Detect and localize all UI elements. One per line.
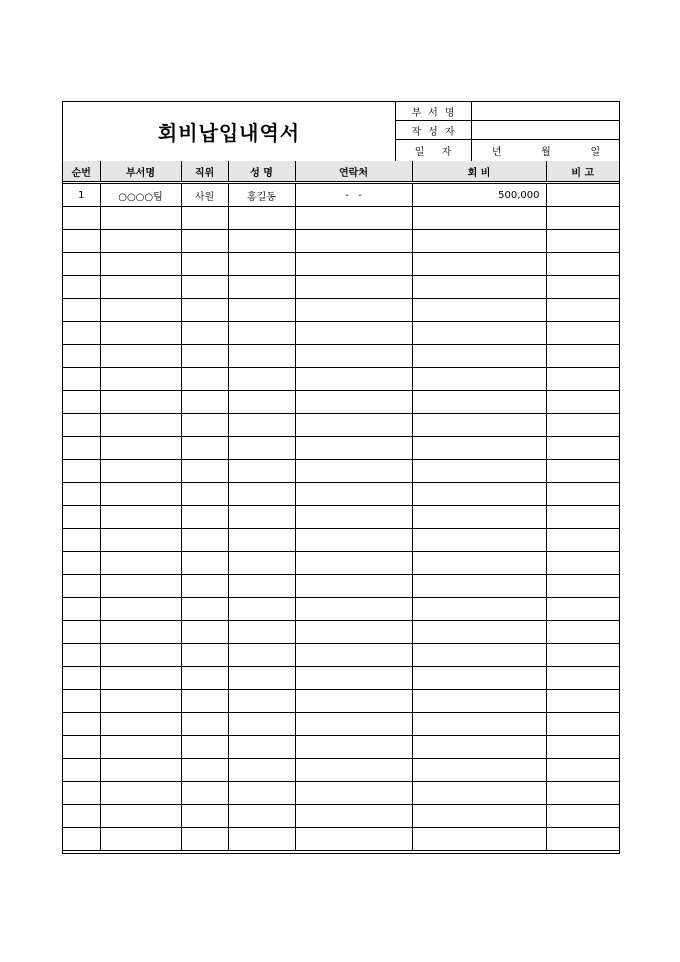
table-cell-name[interactable] — [228, 552, 295, 575]
table-cell-department[interactable] — [100, 552, 181, 575]
table-cell-note[interactable] — [546, 621, 619, 644]
table-cell-contact[interactable] — [295, 391, 412, 414]
table-cell-fee[interactable] — [412, 667, 546, 690]
table-cell-contact[interactable] — [295, 483, 412, 506]
table-cell-note[interactable] — [546, 345, 619, 368]
table-row — [63, 414, 619, 437]
table-cell-contact[interactable] — [295, 414, 412, 437]
table-cell-name[interactable] — [228, 828, 295, 851]
table-row — [63, 207, 619, 230]
table-cell-contact[interactable] — [295, 644, 412, 667]
table-cell-note[interactable] — [546, 644, 619, 667]
table-cell-department[interactable] — [100, 690, 181, 713]
table-cell-department[interactable] — [100, 368, 181, 391]
table-cell-department[interactable] — [100, 805, 181, 828]
table-cell-note[interactable] — [546, 828, 619, 851]
table-cell-department[interactable] — [100, 782, 181, 805]
table-cell-name[interactable]: 홍길동 — [228, 183, 295, 207]
table-cell-note[interactable] — [546, 529, 619, 552]
table-cell-number[interactable] — [63, 207, 100, 230]
table-cell-note[interactable] — [546, 437, 619, 460]
table-cell-name[interactable] — [228, 805, 295, 828]
table-cell-name[interactable] — [228, 437, 295, 460]
table-row — [63, 621, 619, 644]
table-cell-name[interactable] — [228, 690, 295, 713]
table-cell-fee[interactable] — [412, 345, 546, 368]
table-cell-name[interactable] — [228, 345, 295, 368]
table-cell-position[interactable] — [181, 391, 228, 414]
table-cell-fee[interactable] — [412, 391, 546, 414]
table-row — [63, 230, 619, 253]
table-cell-position[interactable]: 사원 — [181, 183, 228, 207]
table-cell-number[interactable] — [63, 782, 100, 805]
column-header: 연락처 — [295, 161, 412, 183]
table-cell-number[interactable] — [63, 414, 100, 437]
table-cell-number[interactable] — [63, 253, 100, 276]
table-cell-name[interactable] — [228, 322, 295, 345]
table-cell-position[interactable] — [181, 598, 228, 621]
meta-row-department — [396, 102, 620, 121]
table-row — [63, 276, 619, 299]
column-header: 부서명 — [100, 161, 181, 183]
table-row — [63, 437, 619, 460]
meta-value-author[interactable] — [472, 121, 620, 139]
table-cell-contact[interactable] — [295, 276, 412, 299]
column-header: 순번 — [63, 161, 100, 183]
table-cell-note[interactable] — [546, 667, 619, 690]
table-cell-note[interactable] — [546, 230, 619, 253]
table-cell-note[interactable] — [546, 759, 619, 782]
table-cell-contact[interactable] — [295, 575, 412, 598]
table-cell-position[interactable] — [181, 345, 228, 368]
table-cell-department[interactable] — [100, 828, 181, 851]
table-cell-contact[interactable] — [295, 667, 412, 690]
table-cell-name[interactable] — [228, 391, 295, 414]
payment-form — [62, 101, 620, 854]
date-year-label: 년 — [491, 147, 502, 158]
table-cell-position[interactable] — [181, 667, 228, 690]
table-cell-note[interactable] — [546, 552, 619, 575]
table-cell-position[interactable] — [181, 713, 228, 736]
table-cell-number[interactable] — [63, 322, 100, 345]
table-cell-department[interactable] — [100, 253, 181, 276]
table-cell-number[interactable] — [63, 437, 100, 460]
table-row — [63, 299, 619, 322]
table-cell-fee[interactable] — [412, 276, 546, 299]
table-cell-contact[interactable] — [295, 345, 412, 368]
table-cell-name[interactable] — [228, 598, 295, 621]
table-row — [63, 529, 619, 552]
table-cell-fee[interactable] — [412, 483, 546, 506]
table-cell-fee[interactable] — [412, 230, 546, 253]
table-cell-note[interactable] — [546, 414, 619, 437]
table-cell-note[interactable] — [546, 506, 619, 529]
form-title: 회비납입내역서 — [63, 102, 396, 161]
table-cell-note[interactable] — [546, 736, 619, 759]
table-cell-name[interactable] — [228, 207, 295, 230]
meta-label-author: 작성자 — [396, 121, 472, 139]
table-cell-position[interactable] — [181, 552, 228, 575]
table-cell-note[interactable] — [546, 299, 619, 322]
table-cell-note[interactable] — [546, 575, 619, 598]
table-cell-fee[interactable] — [412, 782, 546, 805]
table-cell-name[interactable] — [228, 460, 295, 483]
table-cell-department[interactable] — [100, 414, 181, 437]
table-cell-number[interactable] — [63, 391, 100, 414]
table-cell-department[interactable] — [100, 276, 181, 299]
table-cell-name[interactable] — [228, 529, 295, 552]
table-cell-position[interactable] — [181, 782, 228, 805]
table-cell-fee[interactable] — [412, 621, 546, 644]
table-cell-contact[interactable] — [295, 805, 412, 828]
table-cell-name[interactable] — [228, 667, 295, 690]
table-row — [63, 644, 619, 667]
table-cell-note[interactable] — [546, 253, 619, 276]
table-cell-department[interactable] — [100, 759, 181, 782]
table-cell-number[interactable] — [63, 736, 100, 759]
date-month-label: 월 — [541, 147, 551, 158]
table-cell-number[interactable] — [63, 621, 100, 644]
table-cell-position[interactable] — [181, 690, 228, 713]
table-cell-contact[interactable] — [295, 506, 412, 529]
table-row — [63, 782, 619, 805]
table-cell-position[interactable] — [181, 253, 228, 276]
table-cell-position[interactable] — [181, 736, 228, 759]
table-cell-fee[interactable] — [412, 736, 546, 759]
table-cell-contact[interactable] — [295, 437, 412, 460]
table-cell-department[interactable] — [100, 575, 181, 598]
table-row — [63, 345, 619, 368]
table-cell-department[interactable] — [100, 207, 181, 230]
table-cell-fee[interactable] — [412, 644, 546, 667]
table-cell-contact[interactable] — [295, 736, 412, 759]
table-cell-number[interactable] — [63, 805, 100, 828]
table-cell-position[interactable] — [181, 828, 228, 851]
table-cell-position[interactable] — [181, 575, 228, 598]
table-cell-fee[interactable] — [412, 828, 546, 851]
table-cell-department[interactable] — [100, 598, 181, 621]
table-cell-fee[interactable] — [412, 575, 546, 598]
table-cell-note[interactable] — [546, 598, 619, 621]
table-cell-name[interactable] — [228, 299, 295, 322]
table-cell-position[interactable] — [181, 805, 228, 828]
table-cell-number[interactable] — [63, 552, 100, 575]
table-cell-name[interactable] — [228, 253, 295, 276]
table-cell-number[interactable] — [63, 345, 100, 368]
table-cell-department[interactable] — [100, 345, 181, 368]
table-cell-fee[interactable] — [412, 368, 546, 391]
table-cell-name[interactable] — [228, 276, 295, 299]
table-cell-department[interactable] — [100, 506, 181, 529]
table-cell-department[interactable] — [100, 460, 181, 483]
table-cell-note[interactable] — [546, 460, 619, 483]
column-header: 회 비 — [412, 161, 546, 183]
table-cell-position[interactable] — [181, 460, 228, 483]
table-cell-position[interactable] — [181, 759, 228, 782]
table-cell-fee[interactable] — [412, 322, 546, 345]
table-cell-number[interactable]: 1 — [63, 183, 100, 207]
table-cell-contact[interactable] — [295, 598, 412, 621]
table-row — [63, 460, 619, 483]
table-cell-department[interactable] — [100, 736, 181, 759]
table-cell-number[interactable] — [63, 506, 100, 529]
table-cell-contact[interactable] — [295, 299, 412, 322]
table-cell-name[interactable] — [228, 368, 295, 391]
table-row — [63, 759, 619, 782]
table-cell-position[interactable] — [181, 621, 228, 644]
table-row — [63, 322, 619, 345]
table-cell-department[interactable] — [100, 299, 181, 322]
table-cell-note[interactable] — [546, 322, 619, 345]
table-cell-number[interactable] — [63, 276, 100, 299]
table-row — [63, 667, 619, 690]
table-cell-position[interactable] — [181, 322, 228, 345]
table-cell-department[interactable] — [100, 437, 181, 460]
table-row — [63, 253, 619, 276]
table-header-row — [63, 161, 619, 183]
table-cell-position[interactable] — [181, 437, 228, 460]
table-cell-contact[interactable] — [295, 368, 412, 391]
table-cell-number[interactable] — [63, 483, 100, 506]
table-cell-position[interactable] — [181, 483, 228, 506]
table-cell-position[interactable] — [181, 529, 228, 552]
table-cell-name[interactable] — [228, 506, 295, 529]
table-cell-position[interactable] — [181, 299, 228, 322]
table-cell-number[interactable] — [63, 759, 100, 782]
table-row — [63, 736, 619, 759]
table-cell-fee[interactable] — [412, 299, 546, 322]
table-cell-position[interactable] — [181, 230, 228, 253]
table-cell-fee[interactable] — [412, 713, 546, 736]
table-cell-contact[interactable] — [295, 230, 412, 253]
table-cell-fee[interactable]: 500,000 — [412, 183, 546, 207]
table-cell-number[interactable] — [63, 828, 100, 851]
table-cell-note[interactable] — [546, 690, 619, 713]
table-cell-department[interactable] — [100, 713, 181, 736]
table-cell-name[interactable] — [228, 713, 295, 736]
table-cell-number[interactable] — [63, 529, 100, 552]
table-cell-name[interactable] — [228, 414, 295, 437]
table-cell-number[interactable] — [63, 598, 100, 621]
table-cell-department[interactable] — [100, 322, 181, 345]
table-row — [63, 713, 619, 736]
table-cell-name[interactable] — [228, 483, 295, 506]
table-cell-fee[interactable] — [412, 207, 546, 230]
table-cell-fee[interactable] — [412, 437, 546, 460]
table-cell-department[interactable] — [100, 230, 181, 253]
table-cell-number[interactable] — [63, 368, 100, 391]
table-cell-department[interactable]: ○○○○팀 — [100, 183, 181, 207]
meta-label-department: 부서명 — [396, 102, 472, 120]
table-cell-note[interactable] — [546, 782, 619, 805]
table-cell-name[interactable] — [228, 736, 295, 759]
table-cell-number[interactable] — [63, 230, 100, 253]
table-cell-number[interactable] — [63, 644, 100, 667]
table-cell-name[interactable] — [228, 644, 295, 667]
table-row — [63, 483, 619, 506]
table-cell-name[interactable] — [228, 621, 295, 644]
meta-row-date — [396, 140, 620, 161]
column-header: 성 명 — [228, 161, 295, 183]
table-cell-position[interactable] — [181, 368, 228, 391]
table-cell-note[interactable] — [546, 276, 619, 299]
table-row — [63, 805, 619, 828]
table-row — [63, 828, 619, 851]
table-cell-contact[interactable] — [295, 713, 412, 736]
table-cell-contact[interactable] — [295, 253, 412, 276]
table-cell-number[interactable] — [63, 713, 100, 736]
table-cell-contact[interactable]: - - — [295, 183, 412, 207]
table-row — [63, 575, 619, 598]
table-cell-note[interactable] — [546, 805, 619, 828]
table-cell-position[interactable] — [181, 207, 228, 230]
table-cell-position[interactable] — [181, 414, 228, 437]
table-cell-fee[interactable] — [412, 529, 546, 552]
meta-value-date[interactable] — [472, 140, 620, 161]
table-cell-name[interactable] — [228, 230, 295, 253]
table-row — [63, 552, 619, 575]
table-row — [63, 183, 619, 207]
table-row — [63, 391, 619, 414]
table-cell-fee[interactable] — [412, 552, 546, 575]
table-cell-fee[interactable] — [412, 506, 546, 529]
table-cell-name[interactable] — [228, 575, 295, 598]
table-cell-fee[interactable] — [412, 805, 546, 828]
column-header: 비 고 — [546, 161, 619, 183]
table-cell-fee[interactable] — [412, 690, 546, 713]
table-cell-fee[interactable] — [412, 253, 546, 276]
table-cell-position[interactable] — [181, 506, 228, 529]
table-cell-note[interactable] — [546, 207, 619, 230]
table-cell-fee[interactable] — [412, 460, 546, 483]
table-cell-note[interactable] — [546, 391, 619, 414]
table-cell-fee[interactable] — [412, 598, 546, 621]
table-cell-number[interactable] — [63, 667, 100, 690]
table-cell-note[interactable] — [546, 368, 619, 391]
table-cell-number[interactable] — [63, 575, 100, 598]
meta-label-date: 일 자 — [396, 140, 472, 161]
table-cell-contact[interactable] — [295, 460, 412, 483]
meta-value-department[interactable] — [472, 102, 620, 120]
table-cell-note[interactable] — [546, 483, 619, 506]
table-cell-department[interactable] — [100, 621, 181, 644]
table-row — [63, 368, 619, 391]
table-cell-contact[interactable] — [295, 782, 412, 805]
table-cell-department[interactable] — [100, 483, 181, 506]
table-cell-contact[interactable] — [295, 621, 412, 644]
table-cell-name[interactable] — [228, 759, 295, 782]
table-cell-department[interactable] — [100, 529, 181, 552]
table-cell-department[interactable] — [100, 667, 181, 690]
table-cell-contact[interactable] — [295, 529, 412, 552]
table-cell-note[interactable] — [546, 183, 619, 207]
table-cell-contact[interactable] — [295, 207, 412, 230]
table-cell-note[interactable] — [546, 713, 619, 736]
table-cell-contact[interactable] — [295, 552, 412, 575]
table-cell-position[interactable] — [181, 276, 228, 299]
table-cell-name[interactable] — [228, 782, 295, 805]
table-cell-fee[interactable] — [412, 759, 546, 782]
table-row — [63, 690, 619, 713]
table-cell-fee[interactable] — [412, 414, 546, 437]
column-header: 직위 — [181, 161, 228, 183]
table-cell-position[interactable] — [181, 644, 228, 667]
table-cell-contact[interactable] — [295, 690, 412, 713]
table-cell-department[interactable] — [100, 644, 181, 667]
meta-row-author — [396, 121, 620, 140]
table-cell-contact[interactable] — [295, 322, 412, 345]
table-cell-number[interactable] — [63, 299, 100, 322]
table-row — [63, 598, 619, 621]
table-row — [63, 506, 619, 529]
table-cell-number[interactable] — [63, 690, 100, 713]
table-cell-contact[interactable] — [295, 759, 412, 782]
date-day-label: 일 — [590, 147, 601, 158]
table-cell-number[interactable] — [63, 460, 100, 483]
payment-table — [63, 161, 619, 851]
table-cell-contact[interactable] — [295, 828, 412, 851]
table-cell-department[interactable] — [100, 391, 181, 414]
